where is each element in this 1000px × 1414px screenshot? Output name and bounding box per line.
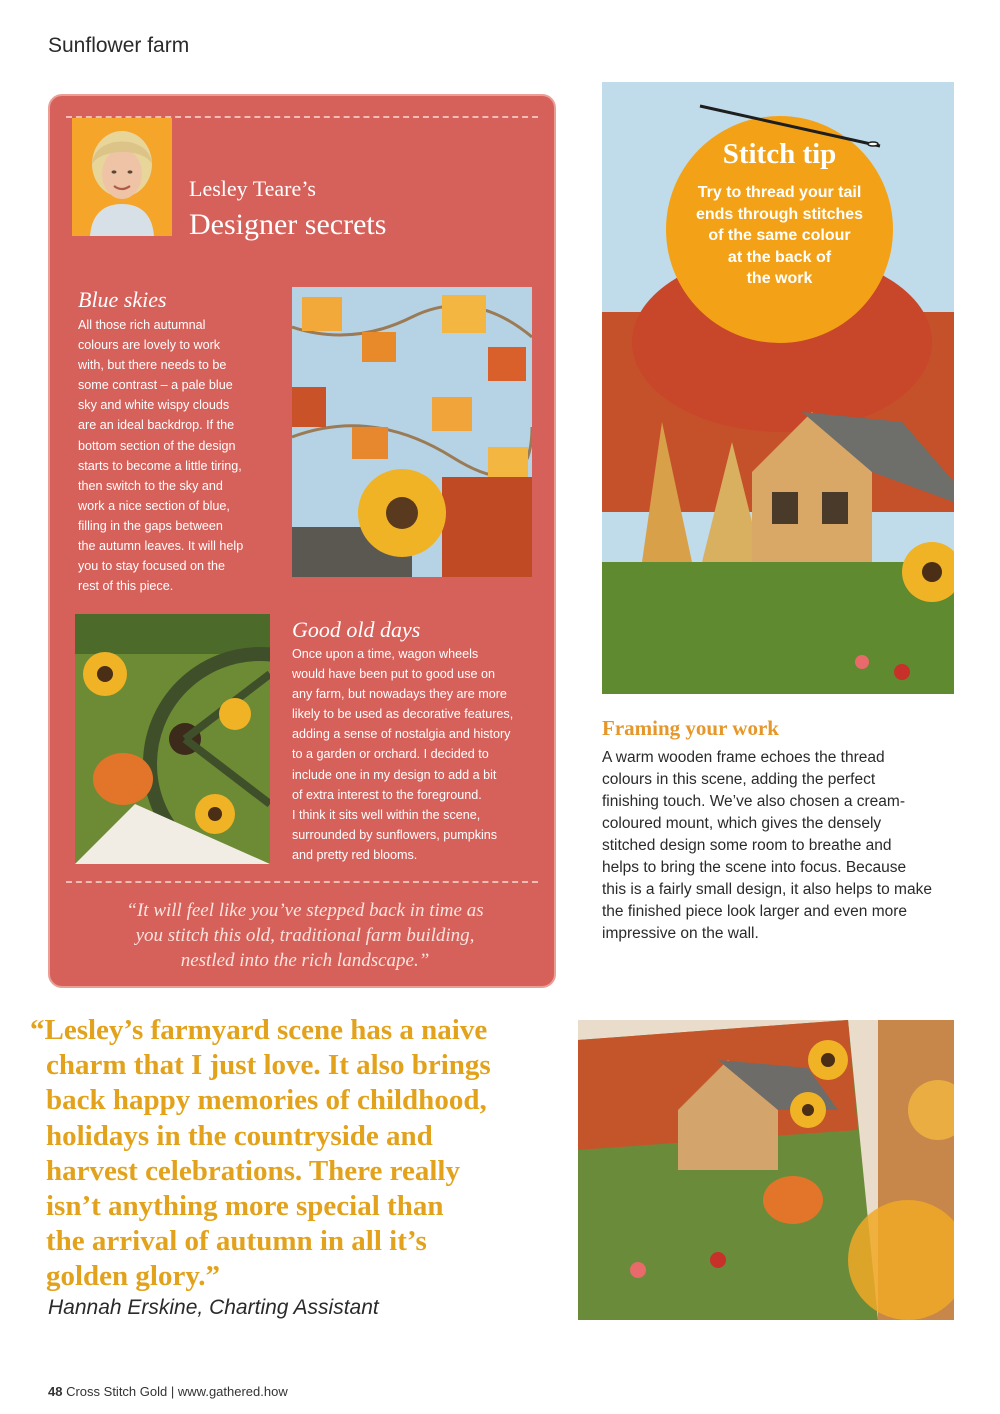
designer-portrait <box>72 118 172 236</box>
designer-quote: “It will feel like you’ve stepped back in time as you stitch this old, traditional farm building, nestled into the rich landscape.” <box>126 900 484 971</box>
section-title: Sunflower farm <box>48 34 190 57</box>
leaves-sky-photo <box>292 287 532 577</box>
blue-skies-text: All those rich autumnal colours are lovely to work with, but there needs to be some contrast – a pale blue sky and white wispy clouds are an ideal backdrop. If the bottom section of the design starts to become a little tiring, then switch to the sky and work a nice section of blue, filling in the gaps between the autumn leaves. It will help you to stay focused on the rest of this piece. <box>78 318 244 594</box>
stitch-tip-text: Try to thread your tail ends through stitches of the same colour at the back of the work <box>695 184 864 288</box>
good-old-days-heading: Good old days <box>292 617 421 642</box>
good-old-days-text: Once upon a time, wagon wheels would have been put to good use on any farm, but nowadays they are more likely to be used as decorative features, adding a sense of nostalgia and history to a garden or orchard. I decided to include one in my design to add a bit of extra interest to the foreground. I think it sits well within the scene, surrounded by sunflowers, pumpkins and pretty red blooms. <box>292 647 514 862</box>
testimonial-quote: “Lesley’s farmyard scene has a naive charm that I just love. It also brings back happy memories of childhood, holidays in the countryside and harvest celebrations. There really isn’t anything more special than the arrival of autumn in all it’s golden glory.” <box>30 1014 491 1293</box>
testimonial-attribution: Hannah Erskine, Charting Assistant <box>48 1296 379 1319</box>
dashed-divider <box>66 881 538 883</box>
page-number: 48 <box>48 1384 63 1399</box>
framing-text: A warm wooden frame echoes the thread colours in this scene, adding the perfect finishing touch. We’ve also chosen a cream- coloured mount, which gives the densely stitched design some room to breathe and helps to bring the scene into focus. Because this is a fairly small design, it also helps to make the finished piece look larger and even more impressive on the wall. <box>602 749 932 942</box>
blue-skies-heading: Blue skies <box>78 287 167 312</box>
framed-piece-photo <box>578 1020 954 1320</box>
footer-separator: | <box>170 1384 175 1399</box>
stitch-tip-title: Stitch tip <box>722 138 837 170</box>
framing-title: Framing your work <box>602 716 779 740</box>
magazine-name: Cross Stitch Gold <box>66 1384 168 1399</box>
footer-url[interactable]: www.gathered.how <box>177 1384 288 1399</box>
needle-icon <box>690 96 890 156</box>
wagon-wheel-photo <box>75 614 270 864</box>
designer-secrets-heading: Designer secrets <box>189 208 387 241</box>
designer-name: Lesley Teare’s <box>189 176 316 201</box>
page-footer <box>48 1384 288 1399</box>
